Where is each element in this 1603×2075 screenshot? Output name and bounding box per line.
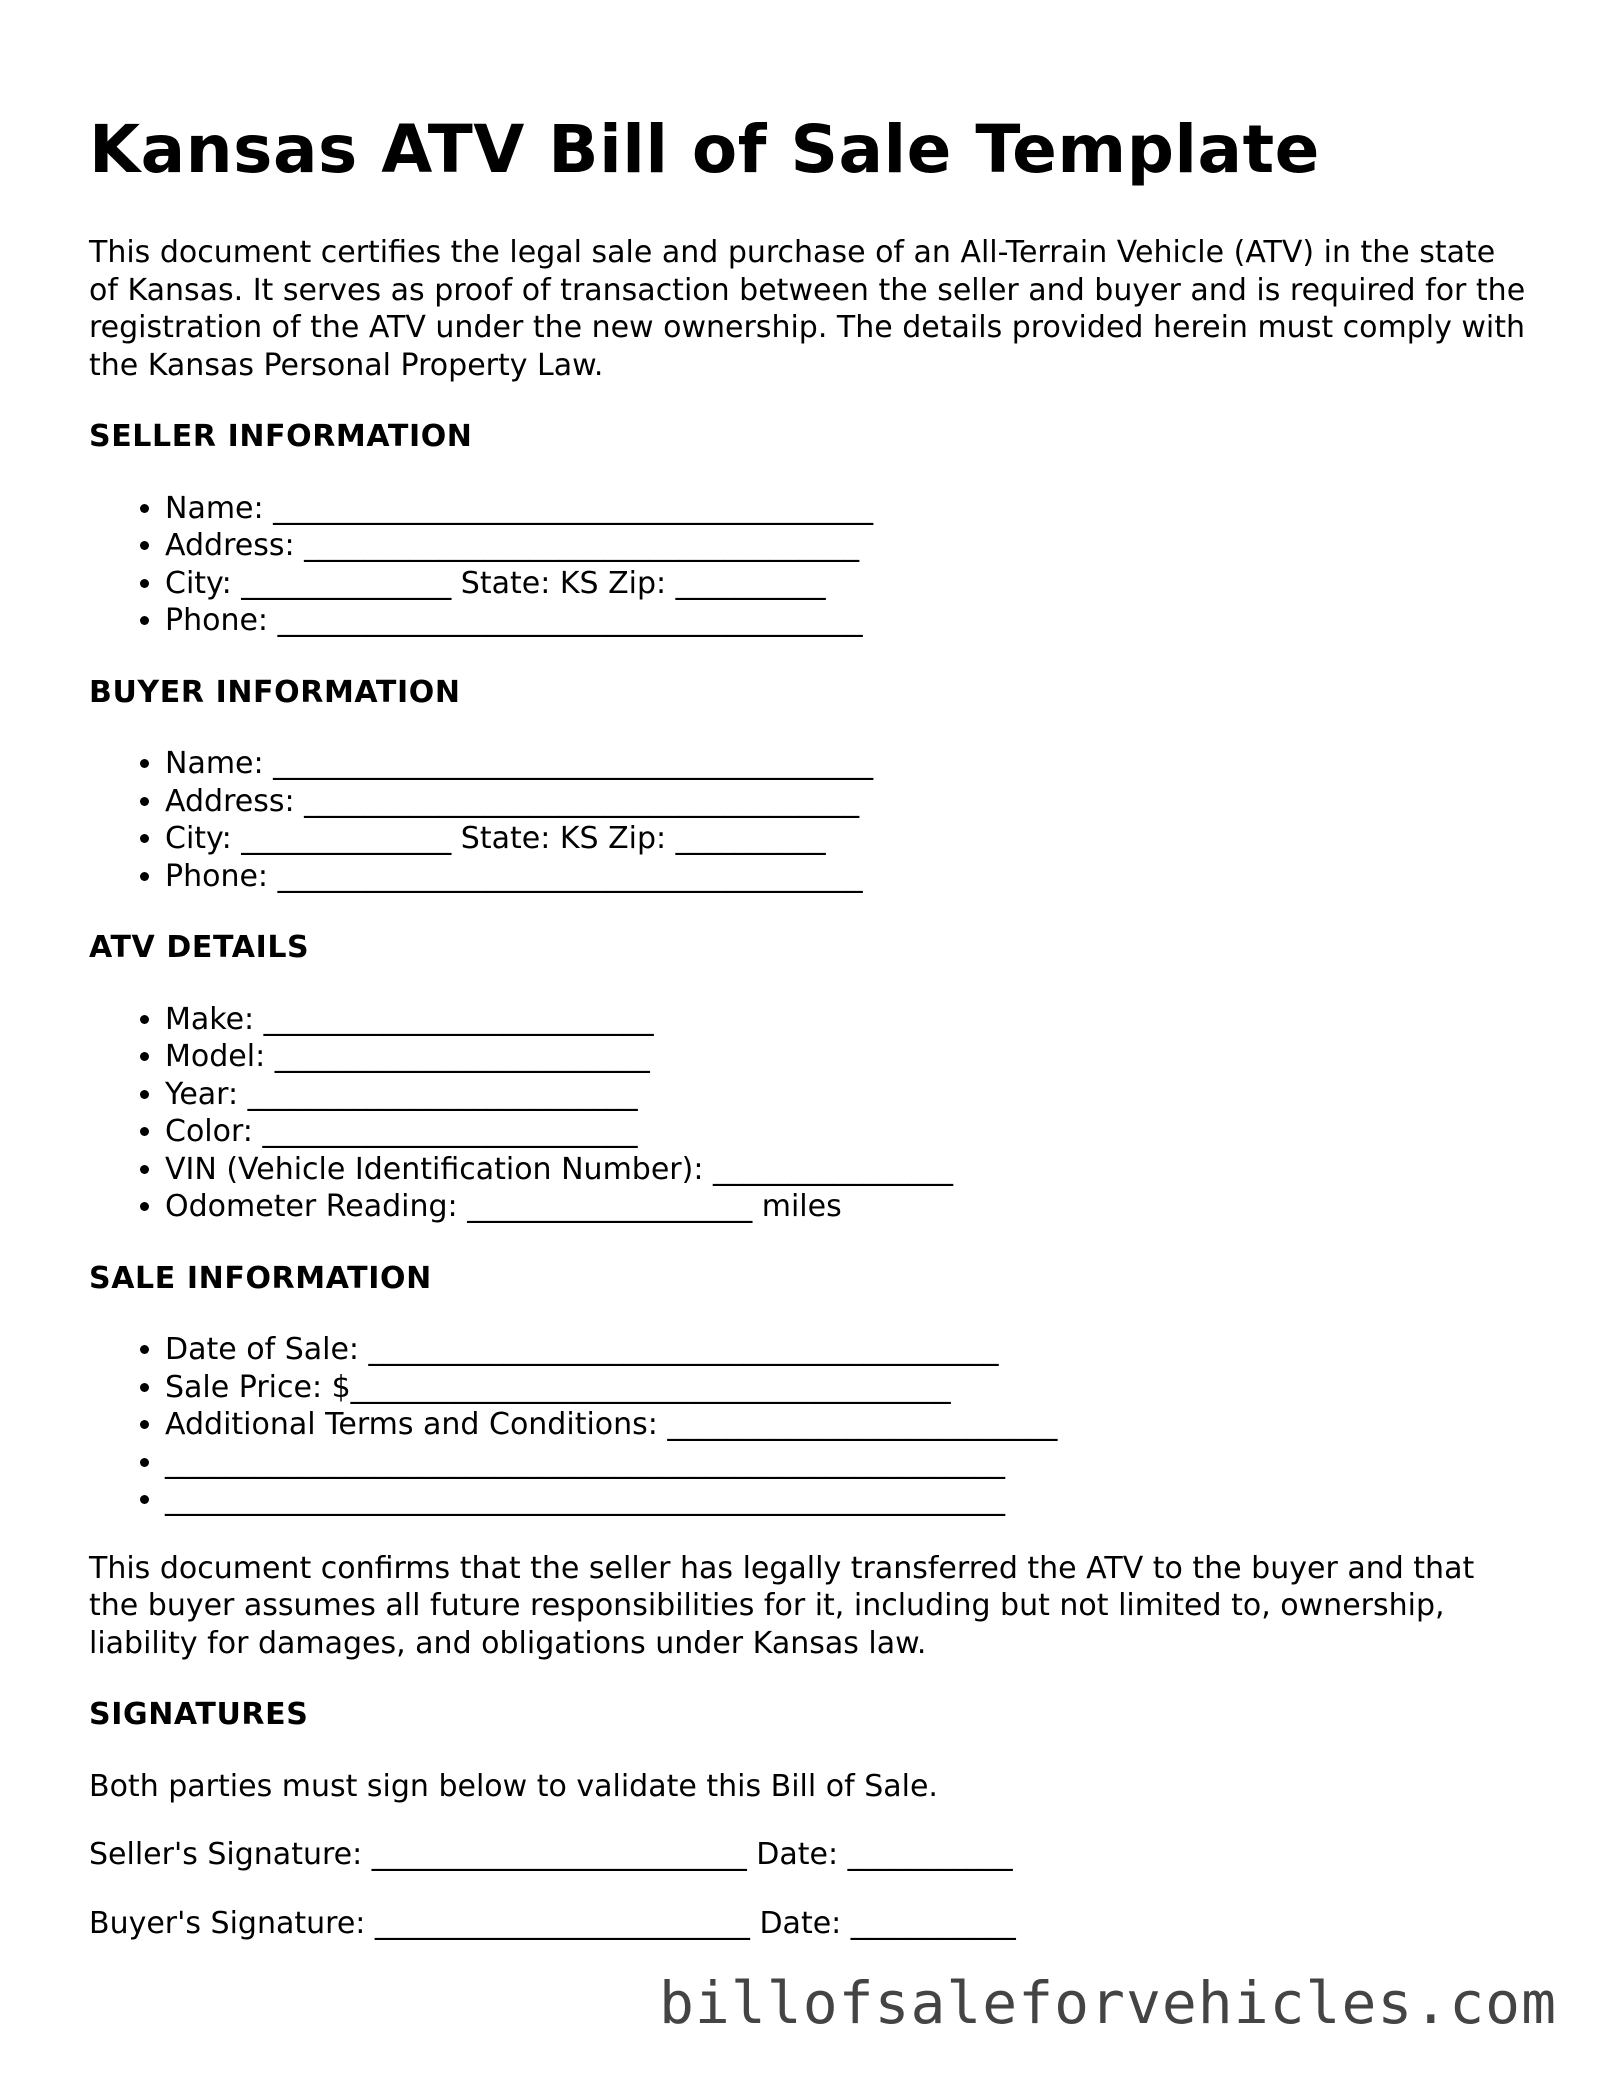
signatures-heading: SIGNATURES	[89, 1697, 309, 1732]
seller-heading: SELLER INFORMATION	[89, 419, 473, 454]
sale-terms-field: • Additional Terms and Conditions: __________________________	[165, 1406, 1529, 1444]
atv-make-field: • Make: __________________________	[165, 1001, 1529, 1039]
sale-list	[89, 1331, 1529, 1519]
sale-heading: SALE INFORMATION	[89, 1260, 432, 1296]
atv-model-field: • Model: _________________________	[165, 1038, 1529, 1076]
document-page	[89, 110, 1529, 1973]
atv-list	[89, 1001, 1529, 1226]
sale-price-field: • Sale Price: $________________________________________	[165, 1369, 1529, 1407]
atv-color-field: • Color: _________________________	[165, 1113, 1529, 1151]
buyer-name-field: • Name: ________________________________________	[165, 745, 1529, 783]
seller-list	[89, 490, 1529, 640]
atv-vin-field: • VIN (Vehicle Identification Number): ________________	[165, 1151, 1529, 1189]
buyer-signature-line: Buyer's Signature: _________________________ Date: ___________	[89, 1905, 1016, 1941]
intro-paragraph: This document certifies the legal sale and purchase of an All-Terrain Vehicle (ATV) in the state of Kansas. It serves as proof of transaction between the seller and buyer and is required for the registration of the ATV under the new ownership. The details provided herein must comply with the Kansas Personal Property Law.	[89, 235, 1526, 383]
atv-heading: ATV DETAILS	[89, 930, 310, 965]
seller-address-field: • Address: _____________________________________	[165, 527, 1529, 565]
document-title: Kansas ATV Bill of Sale Template	[89, 111, 1320, 188]
buyer-address-field: • Address: _____________________________________	[165, 783, 1529, 821]
sale-date-field: • Date of Sale: __________________________________________	[165, 1331, 1529, 1369]
confirmation-paragraph: This document confirms that the seller has legally transferred the ATV to the buyer and that the buyer assumes all future responsibilities for it, including but not limited to, ownership, liability for damages, and obligations under Kansas law.	[89, 1550, 1475, 1661]
buyer-phone-field: • Phone: _______________________________________	[165, 858, 1529, 896]
sale-terms-line: • ________________________________________________________	[165, 1481, 1529, 1519]
signatures-instruction: Both parties must sign below to validate this Bill of Sale.	[89, 1768, 938, 1804]
seller-name-field: • Name: ________________________________________	[165, 490, 1529, 528]
buyer-heading: BUYER INFORMATION	[89, 674, 461, 710]
atv-year-field: • Year: __________________________	[165, 1076, 1529, 1114]
seller-signature-line: Seller's Signature: _________________________ Date: ___________	[89, 1837, 1013, 1872]
watermark: billofsaleforvehicles.com	[659, 1969, 1557, 2037]
buyer-city-state-zip-field: • City: ______________ State: KS Zip: __________	[165, 820, 1529, 858]
seller-city-state-zip-field: • City: ______________ State: KS Zip: __________	[165, 565, 1529, 603]
seller-phone-field: • Phone: _______________________________________	[165, 602, 1529, 640]
buyer-list	[89, 745, 1529, 895]
sale-terms-line: • ________________________________________________________	[165, 1444, 1529, 1482]
atv-odometer-field: • Odometer Reading: ___________________ miles	[165, 1188, 1529, 1226]
